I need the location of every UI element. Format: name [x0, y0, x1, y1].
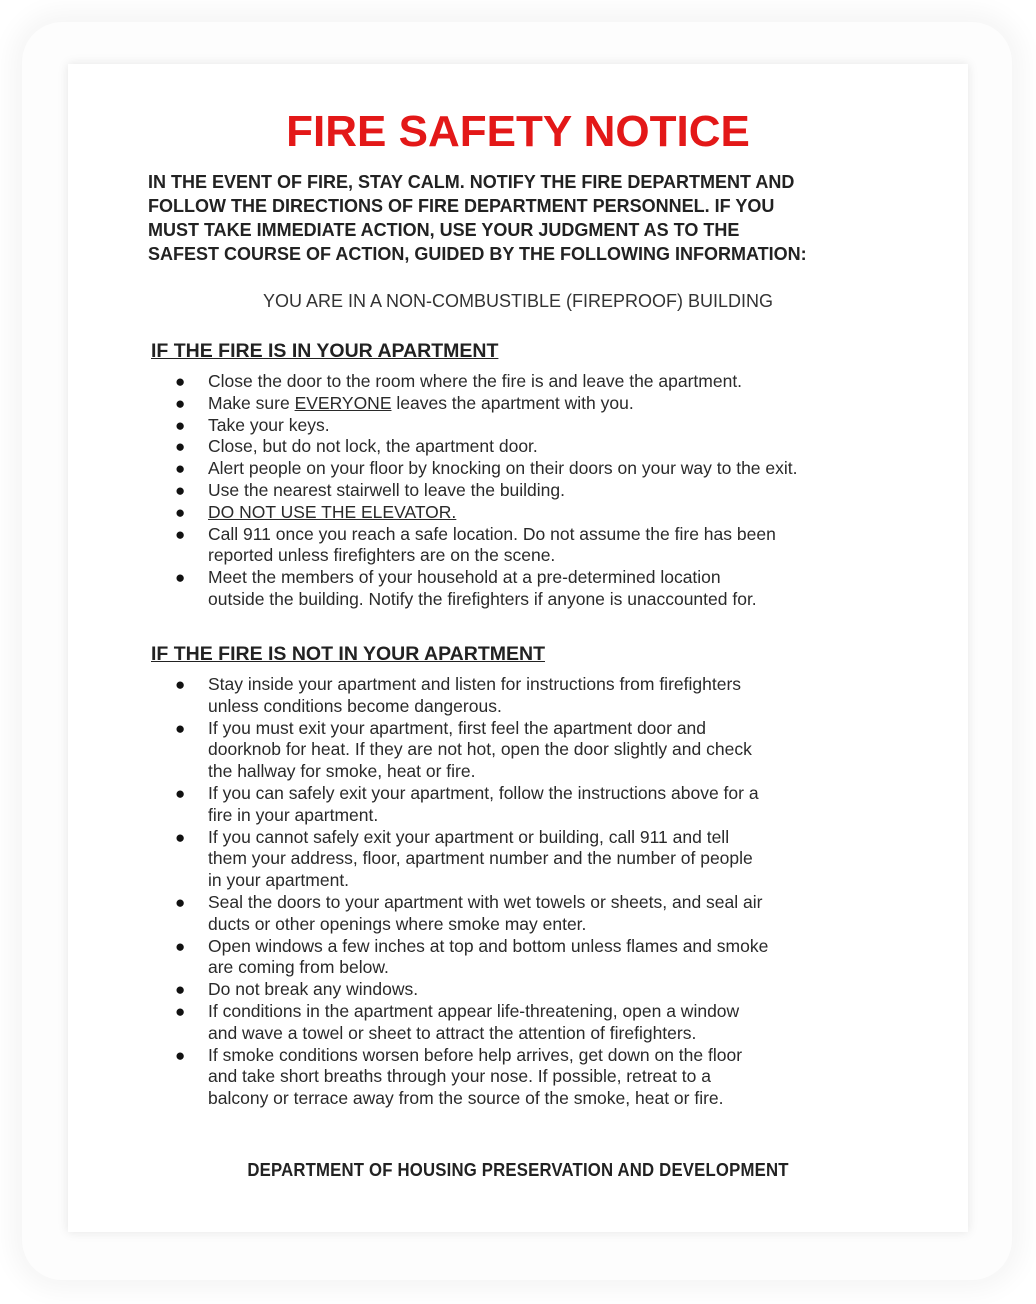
- section-heading-fire-in-apartment: IF THE FIRE IS IN YOUR APARTMENT: [151, 340, 499, 362]
- list-item: [68, 892, 908, 936]
- list-item-line: Meet the members of your household at a pre-determined location: [208, 567, 721, 588]
- list-item: [68, 393, 908, 415]
- list-item-line: Alert people on your floor by knocking on their doors on your way to the exit.: [208, 458, 798, 479]
- list-item-line: balcony or terrace away from the source of the smoke, heat or fire.: [208, 1088, 724, 1109]
- list-item-line: outside the building. Notify the firefighters if anyone is unaccounted for.: [208, 588, 757, 609]
- fire-not-in-apartment-list: [68, 674, 908, 1110]
- bullet-icon: ●: [175, 415, 186, 435]
- list-item: [68, 979, 908, 1001]
- list-item-line: Do not break any windows.: [208, 979, 419, 1000]
- list-item: [68, 827, 908, 892]
- list-item-line: Stay inside your apartment and listen for instructions from firefighters: [208, 674, 742, 694]
- building-type-note: YOU ARE IN A NON-COMBUSTIBLE (FIREPROOF) BUILDING: [262, 291, 774, 311]
- list-item-line: the hallway for smoke, heat or fire.: [208, 761, 476, 782]
- list-item: [68, 371, 908, 393]
- list-item-line: If you must exit your apartment, first feel the apartment door and: [208, 717, 707, 738]
- bullet-icon: ●: [175, 936, 186, 956]
- list-item-line: ducts or other openings where smoke may enter.: [208, 913, 587, 934]
- list-item-text: Make sure: [208, 392, 295, 413]
- bullet-icon: ●: [175, 980, 186, 1000]
- intro-line: IN THE EVENT OF FIRE, STAY CALM. NOTIFY THE FIRE DEPARTMENT AND: [148, 172, 795, 192]
- bullet-icon: ●: [175, 502, 186, 522]
- list-item-line: Take your keys.: [208, 414, 330, 435]
- list-item: [68, 524, 908, 568]
- list-item-line: DO NOT USE THE ELEVATOR.: [208, 501, 457, 522]
- list-item: [68, 458, 908, 480]
- list-item-line: unless conditions become dangerous.: [208, 695, 502, 716]
- list-item-text: leaves the apartment with you.: [391, 392, 634, 413]
- list-item: [68, 480, 908, 502]
- list-item: [68, 1045, 908, 1110]
- list-item-line: reported unless firefighters are on the scene.: [208, 545, 556, 566]
- emphasis-text: EVERYONE: [294, 392, 392, 413]
- list-item: [68, 567, 908, 611]
- bullet-icon: ●: [175, 1045, 186, 1065]
- list-item-line: If you cannot safely exit your apartment or building, call 911 and tell: [208, 826, 730, 847]
- bullet-icon: ●: [175, 568, 186, 588]
- list-item-line: and wave a towel or sheet to attract the attention of firefighters.: [208, 1022, 697, 1043]
- intro-line: MUST TAKE IMMEDIATE ACTION, USE YOUR JUDGMENT AS TO THE: [148, 220, 740, 240]
- list-item-line: fire in your apartment.: [208, 804, 379, 825]
- list-item-line: Close, but do not lock, the apartment door.: [208, 436, 538, 457]
- bullet-icon: ●: [175, 459, 186, 479]
- department-footer: DEPARTMENT OF HOUSING PRESERVATION AND DEVELOPMENT: [247, 1160, 789, 1180]
- bullet-icon: ●: [175, 372, 186, 391]
- list-item-line: Open windows a few inches at top and bottom unless flames and smoke: [208, 935, 769, 956]
- bullet-icon: ●: [175, 718, 186, 738]
- intro-paragraph: [148, 170, 908, 266]
- bullet-icon: ●: [175, 480, 186, 500]
- list-item-line: Seal the doors to your apartment with wet towels or sheets, and seal air: [208, 891, 763, 912]
- bullet-icon: ●: [175, 783, 186, 803]
- list-item: [68, 415, 908, 437]
- list-item-line: Close the door to the room where the fire is and leave the apartment.: [208, 371, 743, 391]
- list-item-line: doorknob for heat. If they are not hot, open the door slightly and check: [208, 739, 752, 760]
- list-item: [68, 783, 908, 827]
- list-item-line: and take short breaths through your nose. If possible, retreat to a: [208, 1066, 711, 1087]
- bullet-icon: ●: [175, 1001, 186, 1021]
- bullet-icon: ●: [175, 827, 186, 847]
- fire-in-apartment-list: [68, 371, 908, 611]
- list-item-line: Use the nearest stairwell to leave the building.: [208, 479, 566, 500]
- notice-page: [68, 64, 968, 1232]
- bullet-icon: ●: [175, 675, 186, 694]
- intro-line: SAFEST COURSE OF ACTION, GUIDED BY THE FOLLOWING INFORMATION:: [148, 244, 807, 264]
- list-item: [68, 1001, 908, 1045]
- list-item-line: If smoke conditions worsen before help arrives, get down on the floor: [208, 1044, 743, 1065]
- intro-line: FOLLOW THE DIRECTIONS OF FIRE DEPARTMENT PERSONNEL. IF YOU: [148, 196, 775, 216]
- section-heading-fire-not-in-apartment: IF THE FIRE IS NOT IN YOUR APARTMENT: [151, 643, 545, 665]
- list-item-line: If you can safely exit your apartment, follow the instructions above for a: [208, 782, 759, 803]
- list-item: [68, 502, 908, 524]
- list-item-line: are coming from below.: [208, 957, 389, 978]
- bullet-icon: ●: [175, 524, 186, 544]
- list-item-line: in your apartment.: [208, 870, 350, 891]
- list-item: [68, 718, 908, 783]
- list-item-line: If conditions in the apartment appear life-threatening, open a window: [208, 1000, 740, 1021]
- notice-title: FIRE SAFETY NOTICE: [286, 107, 750, 156]
- bullet-icon: ●: [175, 393, 186, 413]
- list-item: [68, 936, 908, 980]
- list-item: [68, 436, 908, 458]
- bullet-icon: ●: [175, 437, 186, 457]
- list-item-line: them your address, floor, apartment number and the number of people: [208, 848, 753, 869]
- list-item-line: Call 911 once you reach a safe location. Do not assume the fire has been: [208, 523, 776, 544]
- bullet-icon: ●: [175, 892, 186, 912]
- list-item: [68, 674, 908, 718]
